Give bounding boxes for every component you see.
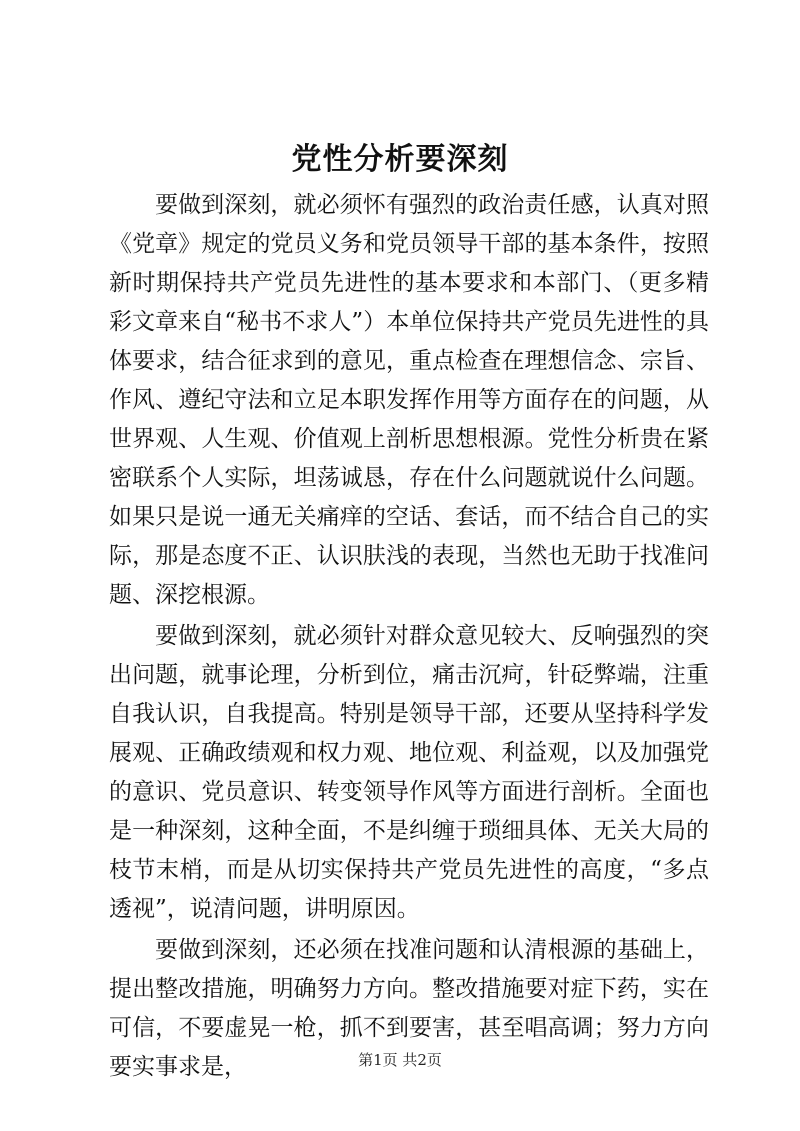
- page-title: 党性分析要深刻: [291, 142, 509, 177]
- paragraph-3: 要做到深刻，还必须在找准问题和认清根源的基础上，提出整改措施，明确努力方向。整改措施要对症下药，实在可信，不要虚晃一枪，抓不到要害，甚至唱高调；努力方向要实事求是，: [109, 937, 709, 1080]
- page-number-footer: 第1页 共2页: [358, 1051, 442, 1069]
- document-body: [109, 186, 709, 1089]
- paragraph-1: 要做到深刻，就必须怀有强烈的政治责任感，认真对照《党章》规定的党员义务和党员领导干部的基本条件，按照新时期保持共产党员先进性的基本要求和本部门、（更多精彩文章来自“秘书不求人”）本单位保持共产党员先进性的具体要求，结合征求到的意见，重点检查在理想信念、宗旨、作风、遵纪守法和立足本职发挥作用等方面存在的问题，从世界观、人生观、价值观上剖析思想根源。党性分析贵在紧密联系个人实际，坦荡诚恳，存在什么问题就说什么问题。如果只是说一通无关痛痒的空话、套话，而不结合自己的实际，那是态度不正、认识肤浅的表现，当然也无助于找准问题、深挖根源。: [109, 192, 709, 608]
- paragraph-2: 要做到深刻，就必须针对群众意见较大、反响强烈的突出问题，就事论理，分析到位，痛击沉疴，针砭弊端，注重自我认识，自我提高。特别是领导干部，还要从坚持科学发展观、正确政绩观和权力观、地位观、利益观，以及加强党的意识、党员意识、转变领导作风等方面进行剖析。全面也是一种深刻，这种全面，不是纠缠于琐细具体、无关大局的枝节末梢，而是从切实保持共产党员先进性的高度，“多点透视”，说清问题，讲明原因。: [109, 623, 709, 922]
